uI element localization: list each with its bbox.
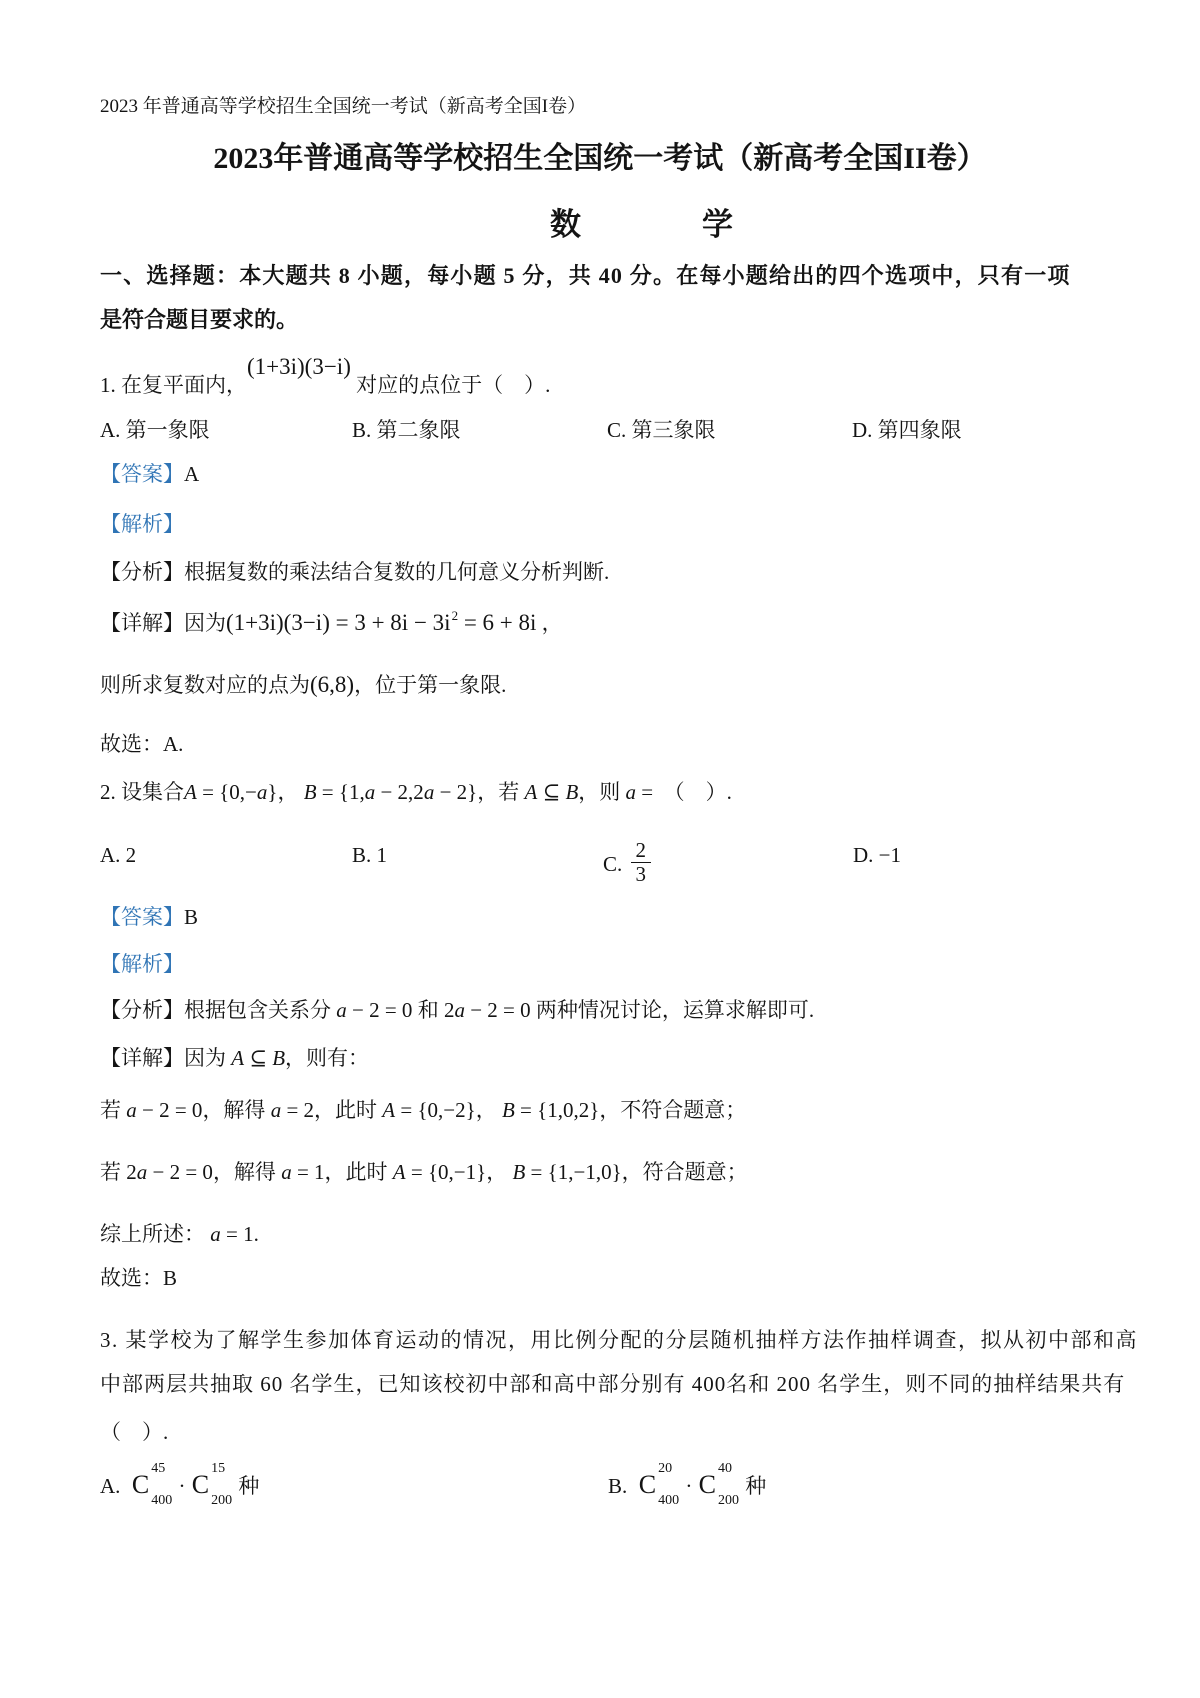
q2-detail-seg-4-text: ，则有： (285, 1046, 370, 1070)
q2-stem-seg-11-text: − 2} (434, 780, 478, 804)
q1-detail (100, 610, 1110, 636)
q3-options-seg-3-comb (192, 1462, 232, 1508)
q3-stem-line2-seg-0-text: 中部两层共抽取 60 名学生，已知该校初中部和高中部分别有 400名和 200 名学生，则不同的抽样结果共有 (100, 1372, 1126, 1396)
q1-options-col-1 (352, 418, 461, 442)
q1-analysis (100, 560, 1110, 584)
q1-answer (100, 462, 1110, 486)
q2-stem-seg-19-text: （ ）. (663, 780, 732, 804)
q3-options-seg-5-text: B. (608, 1473, 638, 1498)
q1-detail-seg-3-text: = 6 + 8i (458, 610, 537, 635)
q2-case2-seg-1-text: a (136, 1160, 148, 1184)
q2-analysis-seg-4-text: 2 (443, 998, 455, 1022)
q2-case2 (100, 1160, 1110, 1184)
q2-stem-seg-7-text: = {1, (316, 780, 365, 804)
q2-case1-seg-0-text: 若 (100, 1098, 127, 1122)
q1-options-seg-2-text: C. 第三象限 (607, 418, 716, 442)
q2-detail-seg-2-text: ⊆ (244, 1046, 273, 1070)
q2-case1 (100, 1098, 1110, 1122)
q3-options-seg-3-comb-base: C (191, 1470, 210, 1500)
q3-stem-line3-seg-0-text: （ ）. (100, 1420, 169, 1444)
q2-stem-seg-17-text: a (625, 780, 637, 804)
q2-choice-seg-0-text: 故选：B (100, 1266, 178, 1290)
q3-stem-line3 (100, 1420, 1110, 1444)
q2-analysis-seg-0-text: 【分析】根据包含关系分 (100, 998, 337, 1022)
q3-stem-line2 (100, 1372, 1126, 1396)
q2-detail-seg-0-text: 【详解】因为 (100, 1046, 232, 1070)
q2-case1-seg-10-text: B (501, 1098, 515, 1122)
q3-options-seg-6-comb-stack (658, 1462, 679, 1508)
q2-stem-seg-15-text: B (565, 780, 579, 804)
main-title (0, 142, 1200, 177)
q2-options-col-1 (352, 843, 387, 867)
q1-conclusion-seg-1-text: (6,8) (310, 672, 355, 697)
q3-options-seg-8-comb (699, 1462, 739, 1508)
q1-choice (100, 732, 1110, 756)
q2-answer (100, 905, 1110, 929)
q1-conclusion-seg-2-text: ，位于第一象限. (354, 673, 507, 697)
q2-options-seg-3-numerator: 2 (635, 838, 647, 862)
q2-detail-seg-3-text: B (272, 1046, 286, 1070)
q2-case1-seg-8-text: = {0,−2} (395, 1098, 476, 1122)
q1-stem-seg-1-text: (1+3i)(3−i) (247, 354, 351, 379)
q3-options-seg-6-comb-sup: 20 (658, 1461, 673, 1476)
q2-options-seg-3-fraction (631, 839, 652, 885)
q1-options-seg-1-text: B. 第二象限 (352, 418, 461, 442)
q1-explain-label-seg-0-text: 【解析】 (100, 512, 184, 536)
q2-stem-seg-4-text: } (267, 780, 278, 804)
q2-case2-seg-11-text: = {1,−1,0} (525, 1160, 622, 1184)
q3-options-seg-0-text: A. (100, 1473, 131, 1498)
q2-case1-seg-7-text: A (382, 1098, 396, 1122)
q2-stem-seg-8-text: a (364, 780, 376, 804)
q2-case2-seg-12-text: ，符合题意； (621, 1160, 748, 1184)
subject-title-col-0 (550, 207, 581, 243)
q1-answer-seg-1-text: A (184, 462, 200, 486)
q3-options-seg-8-comb-sub: 200 (717, 1493, 739, 1508)
q2-analysis-seg-3-text: 和 (412, 998, 444, 1022)
q2-options-col-4 (853, 843, 901, 867)
q3-options-seg-6-comb-sub: 400 (658, 1493, 680, 1508)
q3-options-seg-6-comb (639, 1462, 679, 1508)
q2-case2-seg-8-text: = {0,−1} (405, 1160, 487, 1184)
q2-case1-seg-2-text: − 2 = 0 (136, 1098, 203, 1122)
section-heading-line1 (100, 263, 1110, 288)
q2-analysis-seg-1-text: a (336, 998, 347, 1022)
q2-options-seg-1-text: B. 1 (352, 843, 388, 867)
q2-stem-seg-6-text: B (303, 780, 317, 804)
q1-stem-seg-2-text: 对应的点位于（ ）. (350, 373, 551, 397)
q3-options-seg-1-comb-sub: 400 (151, 1493, 173, 1508)
q2-analysis-seg-6-text: − 2 = 0 (464, 998, 531, 1022)
q3-options-seg-8-comb-sup: 40 (717, 1461, 732, 1476)
q2-choice (100, 1266, 1110, 1290)
q1-conclusion-seg-0-text: 则所求复数对应的点为 (100, 673, 310, 697)
q2-analysis (100, 998, 1110, 1022)
q2-answer-seg-0-text: 【答案】 (100, 905, 184, 929)
q1-detail-seg-0-text: 【详解】因为 (100, 611, 226, 635)
q3-options-seg-9-text: 种 (739, 1473, 767, 1498)
q3-options-seg-6-comb-base: C (638, 1470, 657, 1500)
q1-choice-seg-0-text: 故选：A. (100, 732, 184, 756)
q2-options-seg-4-text: D. −1 (853, 843, 902, 867)
q2-summary-seg-3-text: . (253, 1222, 259, 1246)
q2-summary-seg-0-text: 综上所述： (100, 1222, 211, 1246)
q2-case1-seg-3-text: ，解得 (202, 1098, 271, 1122)
q1-stem (100, 354, 1110, 398)
q2-detail-seg-1-text: A (231, 1046, 245, 1070)
subject-title-seg-0-text: 数 (550, 207, 581, 242)
section-heading-line2 (100, 307, 1110, 332)
q3-options-seg-3-comb-stack (211, 1462, 232, 1508)
q1-options-seg-3-text: D. 第四象限 (852, 418, 962, 442)
q3-options-seg-4-text: 种 (233, 1473, 260, 1498)
q2-summary-seg-1-text: a (210, 1222, 221, 1246)
q3-options-seg-8-comb-stack (718, 1462, 739, 1508)
main-title-seg-0-text: 2023年普通高等学校招生全国统一考试（新高考全国II卷） (213, 142, 987, 175)
q1-options-col-2 (607, 418, 716, 442)
q1-options-col-3 (852, 418, 962, 442)
q2-case1-seg-5-text: = 2 (281, 1098, 315, 1122)
q2-analysis-seg-7-text: 两种情况讨论，运算求解即可. (530, 998, 815, 1022)
q3-options-seg-1-comb-base: C (131, 1470, 150, 1500)
q1-detail-seg-4-text: ， (536, 611, 563, 635)
q1-explain-label (100, 512, 1110, 536)
q3-options-seg-1-comb-sup: 45 (151, 1461, 166, 1476)
q2-case2-seg-2-text: − 2 = 0 (147, 1160, 213, 1184)
q3-options-seg-2-text: · (173, 1473, 191, 1498)
q2-summary (100, 1222, 1110, 1246)
q2-case2-seg-4-text: a (281, 1160, 292, 1184)
q2-stem-seg-14-text: ⊆ (537, 780, 566, 804)
q2-case2-seg-0-text: 若 2 (100, 1160, 137, 1184)
q2-stem-seg-13-text: A (524, 780, 538, 804)
q2-case2-seg-7-text: A (392, 1160, 406, 1184)
q2-explain-label-seg-0-text: 【解析】 (100, 952, 184, 976)
q2-stem-seg-3-text: a (256, 780, 268, 804)
q3-stem-line1 (100, 1328, 1138, 1352)
q2-case1-seg-1-text: a (126, 1098, 137, 1122)
q2-options-col-0 (100, 843, 136, 867)
q1-answer-seg-0-text: 【答案】 (100, 462, 184, 486)
q2-analysis-seg-5-text: a (454, 998, 465, 1022)
q2-case1-seg-9-text: ， (475, 1098, 502, 1122)
subject-title-seg-1-text: 学 (702, 207, 733, 242)
q2-case2-seg-3-text: ，解得 (212, 1160, 282, 1184)
q1-conclusion (100, 672, 1110, 698)
q2-stem-seg-0-text: 2. 设集合 (100, 780, 184, 804)
q1-options-col-0 (100, 418, 210, 442)
q2-case2-seg-10-text: B (512, 1160, 526, 1184)
section-heading-line2-seg-0-text: 是符合题目要求的。 (100, 307, 299, 332)
q3-stem-line1-seg-0-text: 3. 某学校为了解学生参加体育运动的情况，用比例分配的分层随机抽样方法作抽样调查，拟从初中部和高 (100, 1328, 1138, 1352)
q3-options-col-5 (608, 1461, 767, 1511)
q3-options-seg-1-comb-stack (151, 1462, 172, 1508)
subject-title-col-1 (702, 207, 733, 243)
q2-explain-label (100, 952, 1110, 976)
q1-stem-seg-0-text: 1. 在复平面内， (100, 373, 247, 397)
q3-options-seg-1-comb (132, 1462, 172, 1508)
section-heading-line1-seg-0-text: 一、选择题：本大题共 8 小题，每小题 5 分，共 40 分。在每小题给出的四个选项中，只有一项 (100, 263, 1071, 288)
q2-stem-seg-5-text: ， (277, 780, 304, 804)
q2-case1-seg-11-text: = {1,0,2} (514, 1098, 600, 1122)
q2-detail (100, 1046, 1110, 1070)
q1-options-seg-0-text: A. 第一象限 (100, 418, 210, 442)
q3-options-seg-7-text: · (680, 1473, 698, 1498)
q2-stem-seg-18-text: = (636, 780, 664, 804)
q2-case1-seg-4-text: a (270, 1098, 282, 1122)
q2-case2-seg-6-text: ，此时 (324, 1160, 393, 1184)
q3-options-seg-3-comb-sub: 200 (211, 1493, 233, 1508)
q2-case1-seg-12-text: ，不符合题意； (599, 1098, 747, 1122)
q2-stem-seg-16-text: ，则 (578, 780, 626, 804)
doc-header (100, 96, 1110, 118)
doc-header-seg-0-text: 2023 年普通高等学校招生全国统一考试（新高考全国I卷） (100, 96, 587, 117)
q2-summary-seg-2-text: = 1 (220, 1222, 254, 1246)
q2-options-seg-2-text: C. (603, 851, 628, 876)
q3-options-col-0 (100, 1461, 260, 1511)
q2-case2-seg-5-text: = 1 (291, 1160, 325, 1184)
q2-answer-seg-1-text: B (184, 905, 199, 929)
q2-analysis-seg-2-text: − 2 = 0 (346, 998, 413, 1022)
q1-detail-seg-2-superscript: 2 (451, 608, 459, 623)
q2-stem-seg-1-text: A (184, 780, 197, 804)
q1-detail-seg-1-text: (1+3i)(3−i) = 3 + 8i − 3i (226, 610, 451, 635)
q3-options-seg-8-comb-base: C (698, 1470, 716, 1500)
q2-stem (100, 780, 1110, 804)
q2-options-seg-0-text: A. 2 (100, 843, 137, 867)
q2-options-seg-3-denominator: 3 (631, 862, 652, 886)
q2-case2-seg-9-text: ， (486, 1160, 513, 1184)
q2-options-col-2 (603, 838, 654, 889)
q2-case1-seg-6-text: ，此时 (314, 1098, 383, 1122)
q2-stem-seg-9-text: − 2,2 (375, 780, 424, 804)
q2-stem-seg-12-text: ，若 (477, 780, 525, 804)
q1-analysis-seg-0-text: 【分析】根据复数的乘法结合复数的几何意义分析判断. (100, 560, 610, 584)
q2-stem-seg-2-text: = {0,− (196, 780, 257, 804)
q3-options-seg-3-comb-sup: 15 (211, 1461, 226, 1476)
q2-stem-seg-10-text: a (423, 780, 435, 804)
